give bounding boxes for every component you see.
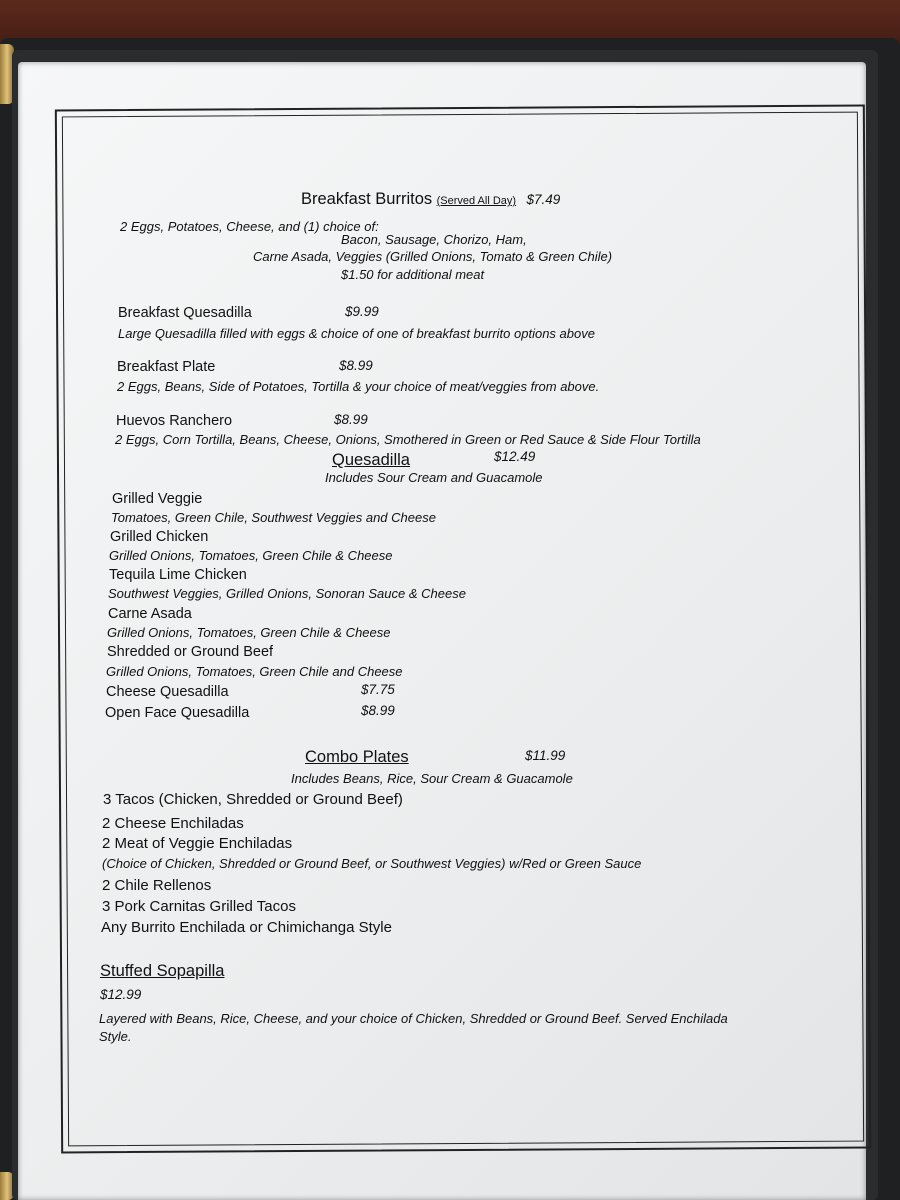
huevos-ranchero-desc: 2 Eggs, Corn Tortilla, Beans, Cheese, Onions, Smothered in Green or Red Sauce & Side Flour Tortilla bbox=[115, 432, 701, 447]
breakfast-burritos-line4: $1.50 for additional meat bbox=[341, 267, 485, 282]
stuffed-sopapilla-price: $12.99 bbox=[100, 987, 142, 1002]
tequila-lime-chicken-desc: Southwest Veggies, Grilled Onions, Sonoran Sauce & Cheese bbox=[108, 586, 466, 601]
quesadilla-note: Includes Sour Cream and Guacamole bbox=[325, 470, 543, 485]
menu-page bbox=[18, 62, 866, 1200]
combo-line-cheese-enchiladas: 2 Cheese Enchiladas bbox=[102, 815, 244, 832]
open-face-quesadilla-price: $8.99 bbox=[361, 703, 395, 718]
huevos-ranchero-name: Huevos Ranchero bbox=[116, 413, 233, 429]
combo-line-any-burrito: Any Burrito Enchilada or Chimichanga Style bbox=[101, 919, 392, 936]
grilled-veggie-name: Grilled Veggie bbox=[112, 491, 203, 507]
combo-line-pork-carnitas: 3 Pork Carnitas Grilled Tacos bbox=[102, 898, 296, 915]
breakfast-quesadilla-name: Breakfast Quesadilla bbox=[118, 305, 252, 321]
huevos-ranchero-price: $8.99 bbox=[334, 412, 368, 427]
breakfast-plate-desc: 2 Eggs, Beans, Side of Potatoes, Tortilla & your choice of meat/veggies from above. bbox=[117, 379, 600, 394]
combo-line-meat-veggie-enchiladas: 2 Meat of Veggie Enchiladas bbox=[102, 835, 293, 852]
breakfast-quesadilla-price: $9.99 bbox=[345, 304, 379, 319]
grilled-chicken-name: Grilled Chicken bbox=[110, 529, 209, 545]
breakfast-quesadilla-desc: Large Quesadilla filled with eggs & choice of one of breakfast burrito options above bbox=[118, 326, 595, 341]
shredded-ground-beef-desc: Grilled Onions, Tomatoes, Green Chile and Cheese bbox=[106, 664, 403, 679]
breakfast-burritos-line1: 2 Eggs, Potatoes, Cheese, and (1) choice of: bbox=[120, 219, 379, 234]
quesadilla-price: $12.49 bbox=[494, 449, 536, 464]
breakfast-burritos-title: Breakfast Burritos bbox=[301, 190, 433, 208]
carne-asada-name: Carne Asada bbox=[108, 606, 192, 622]
carne-asada-desc: Grilled Onions, Tomatoes, Green Chile & Cheese bbox=[107, 625, 391, 640]
stuffed-sopapilla-desc-line1: Layered with Beans, Rice, Cheese, and your choice of Chicken, Shredded or Ground Beef. Served Enchilada bbox=[99, 1011, 728, 1026]
stuffed-sopapilla-desc-line2: Style. bbox=[99, 1029, 132, 1044]
combo-line-chile-rellenos: 2 Chile Rellenos bbox=[102, 877, 212, 894]
breakfast-burritos-note: (Served All Day) bbox=[436, 195, 517, 207]
open-face-quesadilla-name: Open Face Quesadilla bbox=[105, 705, 250, 721]
cheese-quesadilla-price: $7.75 bbox=[361, 682, 395, 697]
breakfast-plate-name: Breakfast Plate bbox=[117, 359, 216, 375]
menu-content bbox=[18, 62, 866, 1200]
combo-line-choice-note: (Choice of Chicken, Shredded or Ground Beef, or Southwest Veggies) w/Red or Green Sauce bbox=[102, 856, 642, 871]
breakfast-plate-price: $8.99 bbox=[339, 358, 373, 373]
grilled-veggie-desc: Tomatoes, Green Chile, Southwest Veggies and Cheese bbox=[111, 510, 436, 525]
shredded-ground-beef-name: Shredded or Ground Beef bbox=[107, 644, 274, 660]
grilled-chicken-desc: Grilled Onions, Tomatoes, Green Chile & Cheese bbox=[109, 548, 393, 563]
stuffed-sopapilla-title: Stuffed Sopapilla bbox=[100, 962, 225, 980]
combo-line-tacos: 3 Tacos (Chicken, Shredded or Ground Beef) bbox=[103, 791, 403, 808]
combo-plates-note: Includes Beans, Rice, Sour Cream & Guacamole bbox=[291, 771, 573, 786]
breakfast-burritos-line2: Bacon, Sausage, Chorizo, Ham, bbox=[341, 232, 527, 247]
combo-plates-title: Combo Plates bbox=[305, 748, 409, 766]
breakfast-burritos-price: $7.49 bbox=[526, 192, 561, 207]
cheese-quesadilla-name: Cheese Quesadilla bbox=[106, 684, 229, 700]
breakfast-burritos-line3: Carne Asada, Veggies (Grilled Onions, Tomato & Green Chile) bbox=[253, 249, 613, 264]
tequila-lime-chicken-name: Tequila Lime Chicken bbox=[109, 567, 247, 583]
quesadilla-title: Quesadilla bbox=[332, 451, 410, 469]
breakfast-burritos-heading bbox=[301, 190, 560, 209]
combo-plates-price: $11.99 bbox=[525, 748, 566, 763]
